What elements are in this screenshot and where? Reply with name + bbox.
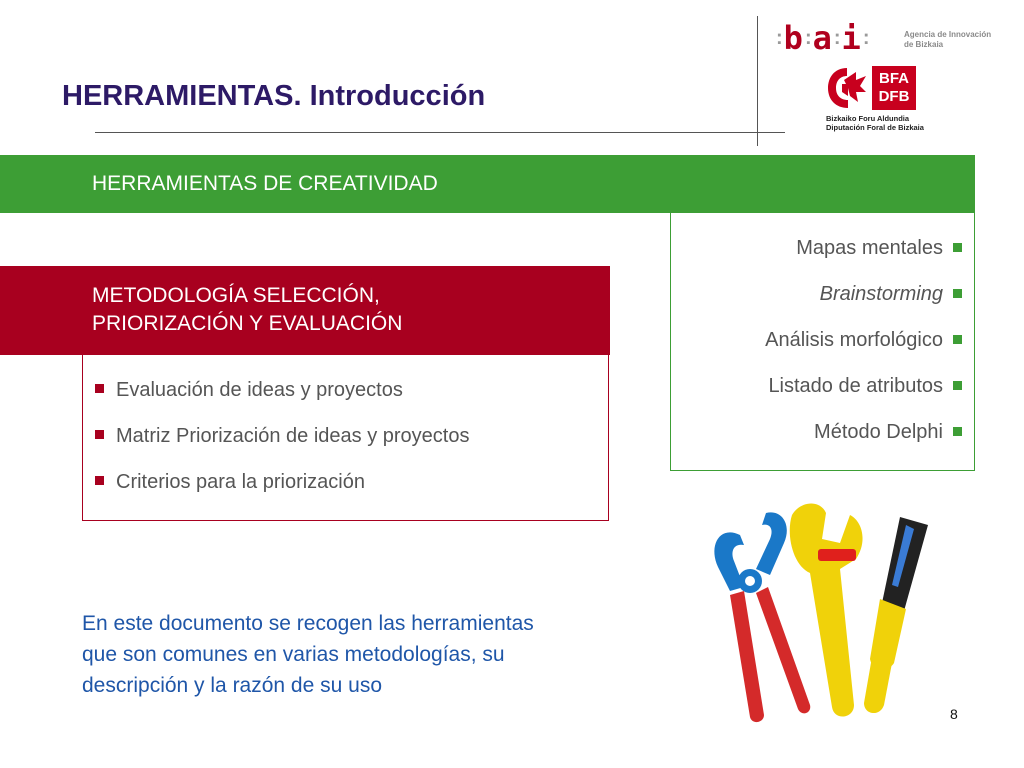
- square-bullet-icon: [95, 476, 104, 485]
- metodologia-item-label: Criterios para la priorización: [116, 471, 365, 493]
- square-bullet-icon: [953, 243, 962, 252]
- metodologia-heading-line: PRIORIZACIÓN Y EVALUACIÓN: [92, 312, 403, 335]
- bai-dots: :: [833, 26, 840, 49]
- bai-dots: :: [804, 26, 811, 49]
- square-bullet-icon: [953, 427, 962, 436]
- bai-letter-a: a: [812, 19, 832, 57]
- bai-logo: [776, 19, 869, 57]
- title-divider: [95, 132, 785, 133]
- description-line: En este documento se recogen las herramientas: [82, 612, 534, 635]
- description-line: que son comunes en varias metodologías, su: [82, 643, 505, 666]
- metodologia-heading: [0, 266, 610, 355]
- bai-caption-line: de Bizkaia: [904, 40, 944, 49]
- creatividad-item-label: Método Delphi: [814, 421, 943, 443]
- description-line: descripción y la razón de su uso: [82, 674, 382, 697]
- metodologia-item: [95, 423, 608, 469]
- square-bullet-icon: [95, 430, 104, 439]
- metodologia-heading-line: METODOLOGÍA SELECCIÓN,: [92, 284, 380, 307]
- creatividad-heading: HERRAMIENTAS DE CREATIVIDAD: [0, 155, 975, 213]
- metodologia-item: [95, 377, 608, 423]
- bai-dots: :: [776, 26, 782, 49]
- creatividad-panel: [670, 213, 975, 471]
- metodologia-panel: [82, 355, 609, 521]
- screwdriver-icon: [864, 517, 928, 713]
- bai-dots: :: [862, 26, 869, 49]
- bfa-logo-line: BFA: [879, 70, 909, 87]
- bai-caption-line: Agencia de Innovación: [904, 30, 992, 39]
- bfa-logo-box: [872, 66, 916, 110]
- tools-icon: [700, 495, 950, 735]
- metodologia-list: [83, 355, 608, 515]
- creatividad-item: [671, 327, 962, 373]
- page-title: HERRAMIENTAS. Introducción: [62, 80, 486, 112]
- bfa-logo-line: DFB: [878, 88, 910, 105]
- creatividad-item-label: Listado de atributos: [768, 375, 943, 397]
- square-bullet-icon: [953, 381, 962, 390]
- creatividad-item: [671, 419, 962, 465]
- creatividad-item: [671, 373, 962, 419]
- metodologia-item: [95, 469, 608, 515]
- creatividad-item-label: Análisis morfológico: [765, 329, 943, 351]
- creatividad-item-label: Mapas mentales: [796, 237, 943, 259]
- bfa-caption-line: Bizkaiko Foru Aldundia: [826, 114, 910, 123]
- bfa-caption: [826, 114, 924, 132]
- metodologia-item-label: Matriz Priorización de ideas y proyectos: [116, 425, 470, 447]
- bai-letter-i: i: [841, 19, 861, 57]
- square-bullet-icon: [953, 289, 962, 298]
- page-number: 8: [950, 706, 958, 722]
- creatividad-list: [671, 213, 974, 465]
- bai-letter-b: b: [783, 19, 803, 57]
- bfa-caption-line: Diputación Foral de Bizkaia: [826, 123, 924, 132]
- logo-divider: [757, 16, 758, 146]
- description-text: [82, 608, 652, 701]
- creatividad-item-label: Brainstorming: [819, 283, 943, 305]
- metodologia-item-label: Evaluación de ideas y proyectos: [116, 379, 403, 401]
- creatividad-item: [671, 235, 962, 281]
- creatividad-item: [671, 281, 962, 327]
- square-bullet-icon: [95, 384, 104, 393]
- bfa-emblem-icon: [826, 66, 868, 110]
- square-bullet-icon: [953, 335, 962, 344]
- bai-caption: [904, 30, 1014, 50]
